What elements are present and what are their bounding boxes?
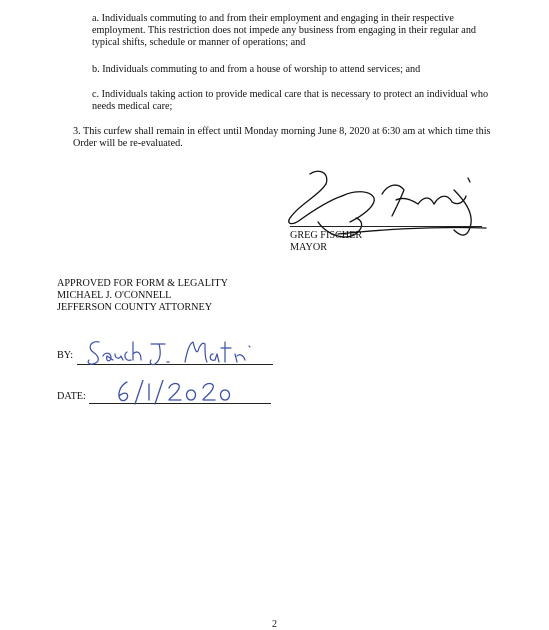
signature-line: [290, 226, 482, 227]
approval-line-2: MICHAEL J. O'CONNELL: [57, 290, 172, 302]
page-number: 2: [272, 619, 277, 630]
approval-line-3: JEFFERSON COUNTY ATTORNEY: [57, 302, 213, 314]
mayor-signature-block: [278, 160, 498, 255]
signer-name: GREG FISCHER: [290, 230, 363, 241]
date-label: DATE:: [57, 391, 86, 402]
signer-title: MAYOR: [290, 242, 327, 253]
paragraph-subitem-b: b. Individuals commuting to and from a house of worship to attend services; and: [92, 64, 421, 75]
paragraph-subitem-c: c. Individuals taking action to provide medical care that is necessary to protect an individual who needs medical care;: [92, 89, 489, 113]
attorney-signature-icon: [85, 338, 275, 368]
date-row: [57, 380, 287, 410]
approval-line-1: APPROVED FOR FORM & LEGALITY: [57, 278, 228, 289]
handwritten-date-icon: [113, 380, 243, 406]
by-label: BY:: [57, 350, 74, 361]
approval-block: [57, 278, 228, 315]
paragraph-item-3: 3. This curfew shall remain in effect until Monday morning June 8, 2020 at 6:30 am at which time this Order will be re-evaluated.: [73, 126, 491, 150]
by-signature-row: [57, 338, 287, 370]
paragraph-subitem-a: a. Individuals commuting to and from their employment and engaging in their respective employment. This restriction does not impede any business from engaging in their regular and typical shifts, schedule or manner of operations; and: [92, 13, 477, 49]
